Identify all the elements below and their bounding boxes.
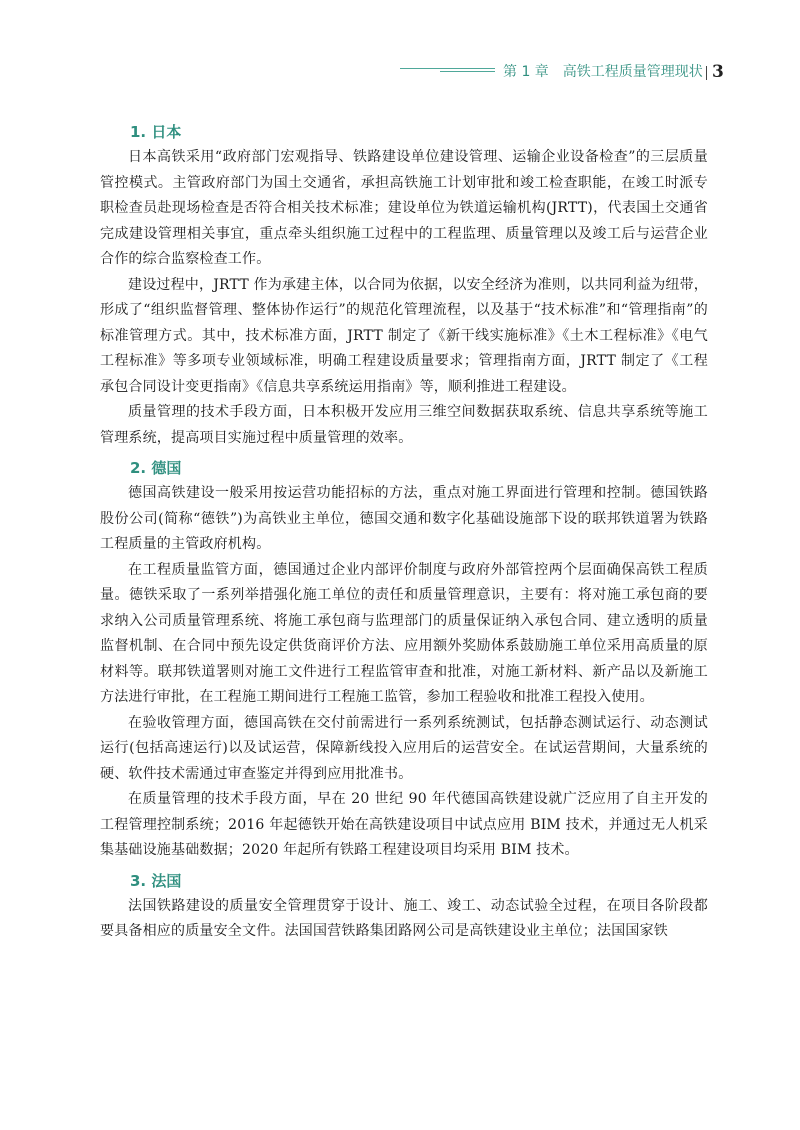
paragraph: 日本高铁采用“政府部门宏观指导、铁路建设单位建设管理、运输企业设备检查”的三层质量管控模式。主管政府部门为国土交通省，承担高铁施工计划审批和竣工检查职能，在竣工时派专职检查员赴现场检查是否符合相关技术标准；建设单位为铁道运输机构(JRTT)，代表国土交通省完成建设管理相关事宜，重点牵头组织施工过程中的工程监理、质量管理以及竣工后与运营企业合作的综合监察检查工作。 (100, 149, 708, 267)
header-rule (400, 68, 495, 69)
header-decorative-lines (400, 68, 495, 74)
section-heading: 1. 日本 (130, 123, 182, 141)
paragraph: 在质量管理的技术手段方面，早在 20 世纪 90 年代德国高铁建设就广泛应用了自主开发的工程管理控制系统；2016 年起德铁开始在高铁建设项目中试点应用 BIM 技术，并通过无人机采集基础设施基础数据；2020 年起所有铁路工程建设项目均采用 BIM 技术。 (100, 791, 708, 858)
paragraph: 建设过程中，JRTT 作为承建主体，以合同为依据，以安全经济为准则，以共同利益为纽带，形成了“组织监督管理、整体协作运行”的规范化管理流程，以及基于“技术标准”和“管理指南”的标准管理方式。其中，技术标准方面，JRTT 制定了《新干线实施标准》《土木工程标准》《电气工程标准》等多项专业领域标准，明确工程建设质量要求；管理指南方面，JRTT 制定了《工程承包合同设计变更指南》《信息共享系统运用指南》等，顺利推进工程建设。 (100, 276, 708, 395)
page-body (100, 119, 708, 945)
chapter-title: 第 1 章 高铁工程质量管理现状 (503, 64, 703, 80)
section-france (100, 868, 708, 945)
paragraph: 德国高铁建设一般采用按运营功能招标的方法，重点对施工界面进行管理和控制。德国铁路股份公司(简称“德铁”)为高铁业主单位，德国交通和数字化基础设施部下设的联邦铁道署为铁路工程质量的主管政府机构。 (100, 485, 708, 552)
section-heading: 3. 法国 (130, 871, 182, 890)
page-number: 3 (712, 62, 724, 82)
paragraph: 法国铁路建设的质量安全管理贯穿于设计、施工、竣工、动态试验全过程，在项目各阶段都要具备相应的质量安全文件。法国国营铁路集团路网公司是高铁建设业主单位；法国国家铁 (100, 897, 708, 939)
header-rule (440, 71, 495, 72)
section-japan (100, 119, 708, 451)
paragraph: 在工程质量监管方面，德国通过企业内部评价制度与政府外部管控两个层面确保高铁工程质量。德铁采取了一系列举措强化施工单位的责任和质量管理意识，主要有：将对施工承包商的要求纳入公司质量管理系统、将施工承包商与监理部门的质量保证纳入承包合同、建立透明的质量监督机制、在合同中预先设定供货商评价方法、应用额外奖励体系鼓励施工单位采用高质量的原材料等。联邦铁道署则对施工文件进行工程监管审查和批准，对施工新材料、新产品以及新施工方法进行审批，在工程施工期间进行工程施工监管，参加工程验收和批准工程投入使用。 (100, 561, 708, 705)
paragraph: 在验收管理方面，德国高铁在交付前需进行一系列系统测试，包括静态测试运行、动态测试运行(包括高速运行)以及试运营，保障新线投入应用后的运营安全。在试运营期间，大量系统的硬、软件技术需通过审查鉴定并得到应用批准书。 (100, 714, 708, 782)
paragraph: 质量管理的技术手段方面，日本积极开发应用三维空间数据获取系统、信息共享系统等施工管理系统，提高项目实施过程中质量管理的效率。 (100, 404, 708, 446)
running-header (0, 62, 800, 84)
section-germany (100, 455, 708, 864)
section-heading: 2. 德国 (130, 459, 182, 477)
header-divider (706, 66, 707, 80)
